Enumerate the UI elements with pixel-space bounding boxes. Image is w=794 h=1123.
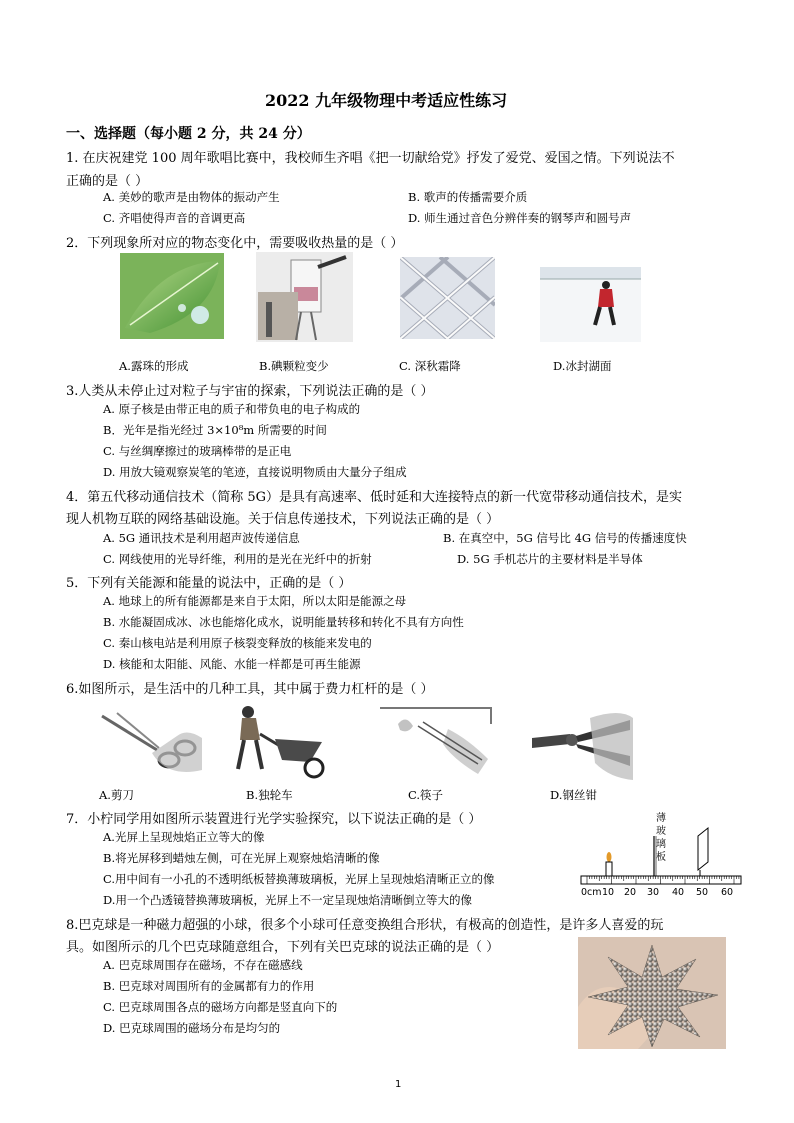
q6-caption-a: A.剪刀 [99, 788, 134, 802]
ruler-label-20: 20 [624, 887, 637, 898]
wheelbarrow-image [230, 704, 328, 779]
iodine-sublimation-image [256, 252, 353, 342]
q7-stem: 7．小柠同学用如图所示装置进行光学实验探究，以下说法正确的是（ ） [66, 812, 482, 827]
optical-bench-figure [578, 824, 744, 890]
q4-option-b: B. 在真空中，5G 信号比 4G 信号的传播速度快 [443, 531, 687, 545]
q4-option-c: C. 网线使用的光导纤维，利用的是光在光纤中的折射 [103, 552, 372, 566]
q5-option-a: A. 地球上的所有能源都是来自于太阳，所以太阳是能源之母 [103, 594, 407, 608]
q7-option-b: B.将光屏移到蜡烛左侧，可在光屏上观察烛焰清晰的像 [103, 851, 380, 865]
q1-option-a: A. 美妙的歌声是由物体的振动产生 [103, 190, 280, 204]
q7-option-a: A.光屏上呈现烛焰正立等大的像 [103, 830, 265, 844]
frozen-lake-image [540, 267, 641, 342]
q2-caption-b: B.碘颗粒变少 [259, 359, 329, 373]
q8-option-c: C. 巴克球周围各点的磁场方向都是竖直向下的 [103, 1000, 338, 1014]
light-screen [698, 828, 708, 870]
ruler-label-50: 50 [696, 887, 709, 898]
candle-flame [607, 852, 612, 862]
chopsticks-image [378, 704, 494, 779]
q7-option-d: D.用一个凸透镜替换薄玻璃板，光屏上不一定呈现烛焰清晰倒立等大的像 [103, 893, 472, 907]
q3-stem: 3.人类从未停止过对粒子与宇宙的探索，下列说法正确的是（ ） [66, 384, 434, 399]
q2-stem: 2．下列现象所对应的物态变化中，需要吸收热量的是（ ） [66, 236, 404, 251]
q1-option-d: D. 师生通过音色分辨伴奏的钢琴声和圆号声 [408, 211, 632, 225]
ruler-label-0: 0cm [581, 887, 602, 898]
q1-option-c: C. 齐唱使得声音的音调更高 [103, 211, 246, 225]
q7-option-c: C.用中间有一小孔的不透明纸板替换薄玻璃板，光屏上呈现烛焰清晰正立的像 [103, 872, 495, 886]
scissors-image [97, 708, 205, 778]
q5-stem: 5．下列有关能源和能量的说法中，正确的是（ ） [66, 576, 352, 591]
buckyballs-image [578, 937, 726, 1049]
page-number: 1 [395, 1079, 402, 1090]
q3-option-d: D. 用放大镜观察炭笔的笔迹，直接说明物质由大量分子组成 [103, 465, 407, 479]
q4-stem-line2: 现人机物互联的网络基础设施。关于信息传递技术，下列说法正确的是（ ） [66, 512, 500, 527]
frost-fence-image [400, 257, 495, 339]
q4-option-a: A. 5G 通讯技术是利用超声波传递信息 [103, 531, 300, 545]
q5-option-d: D. 核能和太阳能、风能、水能一样都是可再生能源 [103, 657, 361, 671]
q4-stem-line1: 4．第五代移动通信技术（简称 5G）是具有高速率、低时延和大连接特点的新一代宽带移动通信技术，是实 [66, 490, 683, 505]
q4-option-d: D. 5G 手机芯片的主要材料是半导体 [457, 552, 643, 566]
q1-stem-line2: 正确的是（ ） [66, 174, 149, 189]
dew-drop-image [120, 253, 224, 339]
glass-plate-label-char: 薄 [656, 813, 666, 824]
q1-stem-line1: 1. 在庆祝建党 100 周年歌唱比赛中，我校师生齐唱《把一切献给党》抒发了爱党、爱国之情。下列说法不 [66, 151, 675, 166]
ruler-label-30: 30 [647, 887, 660, 898]
wire-pliers-image [530, 708, 633, 780]
q6-caption-b: B.独轮车 [246, 788, 293, 802]
q1-option-b: B. 歌声的传播需要介质 [408, 190, 528, 204]
page-title: 2022 九年级物理中考适应性练习 [265, 91, 508, 110]
q2-caption-a: A.露珠的形成 [119, 359, 189, 373]
candle [606, 862, 612, 876]
ruler-label-10: 10 [602, 887, 615, 898]
glass-plate-label-char: 玻 [656, 826, 666, 837]
q6-stem: 6.如图所示，是生活中的几种工具，其中属于费力杠杆的是（ ） [66, 682, 434, 697]
q8-stem-line2: 具。如图所示的几个巴克球随意组合，下列有关巴克球的说法正确的是（ ） [66, 940, 500, 955]
ruler-label-40: 40 [672, 887, 685, 898]
ruler-label-60: 60 [721, 887, 734, 898]
q8-stem-line1: 8.巴克球是一种磁力超强的小球，很多个小球可任意变换组合形状，有极高的创造性，是许多人喜爱的玩 [66, 918, 664, 933]
q3-option-b: B．光年是指光经过 3×10⁸m 所需要的时间 [103, 423, 327, 437]
q3-option-c: C. 与丝绸摩擦过的玻璃棒带的是正电 [103, 444, 292, 458]
glass-plate-label-char: 板 [656, 852, 666, 863]
q2-caption-d: D.冰封湖面 [553, 359, 612, 373]
q8-option-a: A. 巴克球周围存在磁场，不存在磁感线 [103, 958, 303, 972]
q2-caption-c: C. 深秋霜降 [399, 359, 461, 373]
q8-option-d: D. 巴克球周围的磁场分布是均匀的 [103, 1021, 281, 1035]
q5-option-c: C. 秦山核电站是利用原子核裂变释放的核能来发电的 [103, 636, 372, 650]
section-heading: 一、选择题（每小题 2 分，共 24 分） [66, 126, 311, 142]
q5-option-b: B. 水能凝固成冰、冰也能熔化成水，说明能量转移和转化不具有方向性 [103, 615, 464, 629]
q6-caption-c: C.筷子 [408, 788, 444, 802]
glass-plate-label-char: 璃 [656, 839, 666, 850]
q8-option-b: B. 巴克球对周围所有的金属都有力的作用 [103, 979, 315, 993]
q6-caption-d: D.钢丝钳 [550, 788, 597, 802]
q3-option-a: A. 原子核是由带正电的质子和带负电的电子构成的 [103, 402, 361, 416]
